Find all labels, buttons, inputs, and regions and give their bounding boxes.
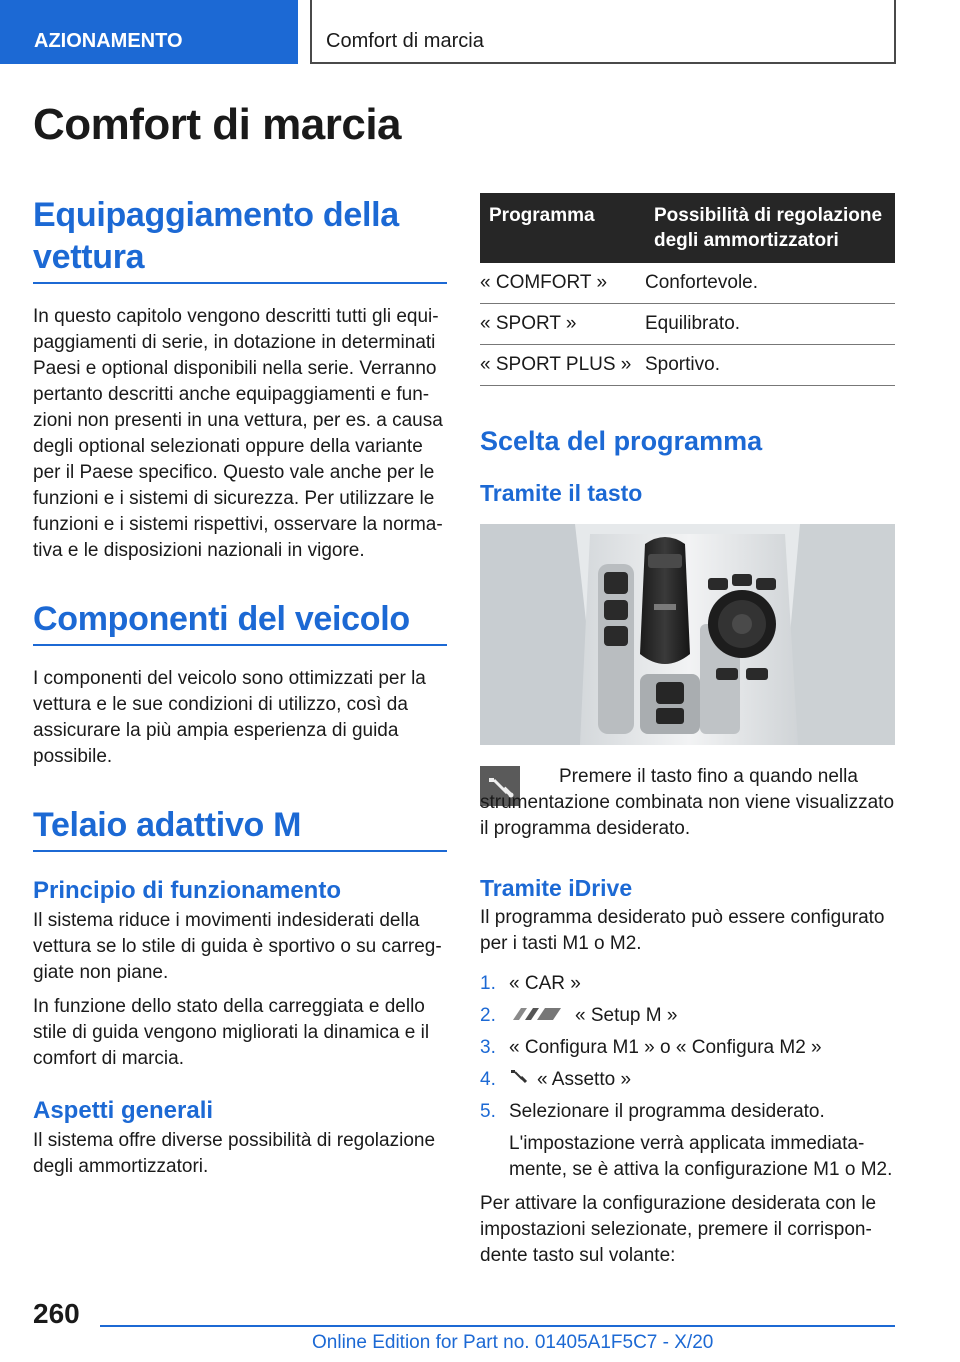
right-column (480, 193, 894, 386)
step-text: Selezionare il programma desiderato. (509, 1101, 825, 1123)
table-row (480, 345, 895, 386)
page-title: Comfort di marcia (33, 100, 402, 149)
heading-scelta: Scelta del programma (480, 426, 763, 456)
step-number: 3. (480, 1037, 496, 1059)
page-number: 260 (33, 1298, 80, 1329)
principle-paragraph-1: Il sistema riduce i movimenti indesiderati della vettura se lo stile di guida è sportivo o su carreggiate non piane. (33, 910, 442, 983)
table-cell: Confortevole. (645, 263, 895, 304)
m-stripes-icon (509, 1003, 565, 1029)
heading-componenti: Componenti del veicolo (33, 598, 447, 646)
heading-aspetti: Aspetti generali (33, 1097, 214, 1124)
final-paragraph: Per attivare la configurazione desiderata con le impostazioni selezionate, premere il corrispondente tasto sul volante: (480, 1193, 877, 1267)
step-text: « Configura M1 » o « Configura M2 » (509, 1037, 822, 1059)
principle-paragraph-2: In funzione dello stato della carreggiata e dello stile di guida vengono migliorati la dinamica e il comfort di marcia. (33, 996, 430, 1069)
table-cell: Equilibrato. (645, 304, 895, 345)
heading-principio: Principio di funzionamento (33, 877, 341, 904)
table-header-row (480, 193, 895, 263)
list-item (480, 1035, 894, 1061)
equip-paragraph: In questo capitolo vengono descritti tutti gli equipaggiamenti di serie, in dotazione in determinati Paesi e optional disponibili nella serie. Verranno pertanto descritti anche equipaggiamenti e funzioni non presenti in una vettura, per es. a causa degli optional selezionati oppure della variante per il Paese specifico. Questo vale anche per le funzioni e i sistemi di sicurezza. Per utilizzare le funzioni e i sistemi rispettivi, osservare la normativa e le disposizioni nazionali in vigore. (33, 306, 443, 561)
selection-block (480, 426, 894, 508)
damper-table (480, 193, 895, 386)
heading-telaio: Telaio adattivo M (33, 804, 447, 852)
idrive-block (480, 873, 894, 1269)
footer-edition: Online Edition for Part no. 01405A1F5C7 - X/20 (312, 1332, 714, 1353)
table-row (480, 263, 895, 304)
list-item (480, 971, 894, 997)
table-header-programma: Programma (480, 193, 645, 263)
button-instructions (480, 764, 894, 842)
list-item (480, 1099, 894, 1125)
table-cell: « SPORT » (480, 304, 645, 345)
step-text: « CAR » (509, 973, 581, 994)
heading-equipaggiamento: Equipaggiamento della vettura (33, 194, 447, 284)
step-number: 4. (480, 1069, 496, 1091)
step-text: « Setup M » (575, 1005, 678, 1027)
step-number: 1. (480, 973, 496, 994)
general-paragraph: Il sistema offre diverse possibilità di regolazione degli ammortizzatori. (33, 1130, 436, 1177)
step5-note: L'impostazione verrà applicata immediatamente, se è attiva la configurazione M1 o M2. (509, 1133, 893, 1181)
step-number: 5. (480, 1101, 496, 1123)
suspension-icon (509, 1067, 529, 1093)
heading-tramite-idrive: Tramite iDrive (480, 875, 633, 901)
step-number: 2. (480, 1005, 496, 1026)
table-cell: Sportivo. (645, 345, 895, 386)
table-cell: « SPORT PLUS » (480, 345, 645, 386)
heading-tramite-tasto: Tramite il tasto (480, 480, 643, 506)
center-console-image (480, 524, 895, 745)
list-item (480, 1067, 894, 1093)
idrive-steps-list (480, 971, 894, 1125)
step-text: « Assetto » (537, 1069, 632, 1091)
header-section-tab: AZIONAMENTO (0, 0, 298, 64)
components-paragraph: I componenti del veicolo sono ottimizzati per la vettura e le sue condizioni di utilizzo, così da assicurare la più ampia esperienza di guida possibile. (33, 668, 426, 767)
header-chapter-title: Comfort di marcia (310, 0, 896, 64)
table-header-regolazione: Possibilità di regolazione degli ammortizzatori (645, 193, 895, 263)
footer-divider (100, 1325, 895, 1327)
center-console-illustration (480, 524, 895, 745)
list-item (480, 1003, 894, 1029)
idrive-paragraph: Il programma desiderato può essere configurato per i tasti M1 o M2. (480, 907, 885, 954)
left-column (33, 194, 447, 1180)
table-cell: « COMFORT » (480, 263, 645, 304)
button-paragraph: Premere il tasto fino a quando nella strumentazione combinata non viene visualizzato il programma desiderato. (480, 766, 895, 839)
table-row (480, 304, 895, 345)
